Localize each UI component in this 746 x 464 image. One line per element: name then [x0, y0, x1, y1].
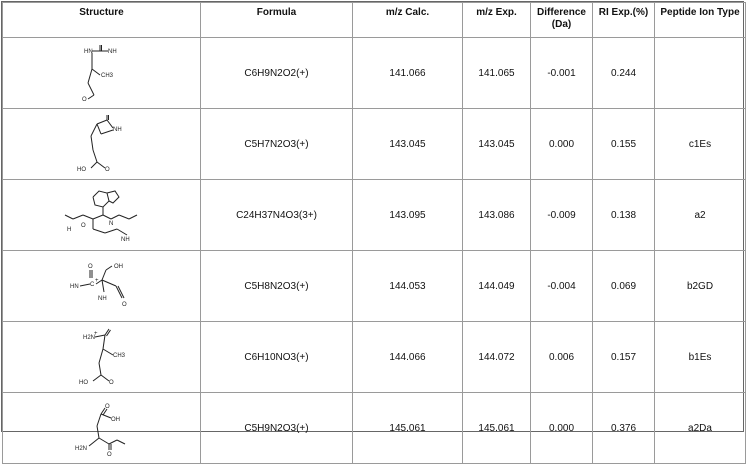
formula-cell: C6H10NO3(+) [201, 322, 353, 393]
mz-exp-cell: 144.049 [463, 251, 531, 322]
svg-text:HO: HO [76, 167, 86, 173]
ri-exp-cell: 0.138 [593, 180, 655, 251]
formula-cell: C24H37N4O3(3+) [201, 180, 353, 251]
svg-text:O: O [106, 452, 112, 458]
ion-type-cell: b2GD [655, 251, 746, 322]
svg-text:N: N [108, 221, 113, 227]
table-row [3, 393, 746, 464]
ion-type-cell: b1Es [655, 322, 746, 393]
difference-cell: 0.000 [531, 393, 593, 464]
table-row [3, 109, 746, 180]
difference-cell: 0.000 [531, 109, 593, 180]
svg-text:H: H [66, 227, 71, 233]
header-mz-calc: m/z Calc. [353, 3, 463, 38]
header-row [3, 3, 746, 38]
structure-cell [3, 38, 201, 109]
structure-cell [3, 180, 201, 251]
table-row [3, 38, 746, 109]
svg-text:+: + [94, 278, 99, 284]
header-ri-exp: RI Exp.(%) [593, 3, 655, 38]
table-row [3, 322, 746, 393]
ion-type-cell: a2Da [655, 393, 746, 464]
svg-text:O: O [80, 223, 86, 229]
svg-text:O: O [121, 302, 127, 308]
header-formula: Formula [201, 3, 353, 38]
svg-text:OH: OH [110, 417, 120, 423]
mz-calc-cell: 143.095 [353, 180, 463, 251]
svg-text:O: O [104, 404, 110, 410]
table-row [3, 251, 746, 322]
mz-exp-cell: 141.065 [463, 38, 531, 109]
structure-cell [3, 393, 201, 464]
structure-cell [3, 109, 201, 180]
ri-exp-cell: 0.069 [593, 251, 655, 322]
header-structure: Structure [3, 3, 201, 38]
mz-calc-cell: 144.066 [353, 322, 463, 393]
difference-cell: -0.001 [531, 38, 593, 109]
difference-cell: -0.004 [531, 251, 593, 322]
svg-text:O: O [104, 167, 110, 173]
svg-text:HN: HN [69, 284, 79, 290]
svg-text:NH: NH [120, 237, 130, 243]
svg-text:NH: NH [97, 296, 107, 302]
molecule-structure-icon [67, 114, 137, 174]
mz-calc-cell: 144.053 [353, 251, 463, 322]
molecule-structure-icon [52, 256, 152, 316]
mz-exp-cell: 143.045 [463, 109, 531, 180]
ion-table-frame [1, 1, 744, 458]
svg-text:H2N: H2N [74, 446, 87, 452]
svg-text:HN: HN [83, 49, 93, 55]
header-difference [531, 3, 593, 38]
ri-exp-cell: 0.376 [593, 393, 655, 464]
ri-exp-cell: 0.157 [593, 322, 655, 393]
mz-exp-cell: 143.086 [463, 180, 531, 251]
ion-type-cell: a2 [655, 180, 746, 251]
formula-cell: C6H9N2O2(+) [201, 38, 353, 109]
svg-text:NH: NH [112, 127, 122, 133]
molecule-structure-icon [67, 327, 137, 387]
molecule-structure-icon [57, 185, 147, 245]
table-row [3, 180, 746, 251]
structure-cell [3, 322, 201, 393]
svg-text:OH: OH [113, 264, 123, 270]
mz-calc-cell: 145.061 [353, 393, 463, 464]
ion-table [2, 2, 746, 464]
svg-text:O: O [108, 380, 114, 386]
formula-cell: C5H9N2O3(+) [201, 393, 353, 464]
difference-cell: -0.009 [531, 180, 593, 251]
mz-calc-cell: 141.066 [353, 38, 463, 109]
ion-type-cell: c1Es [655, 109, 746, 180]
svg-text:C: C [89, 282, 94, 288]
svg-text:NH: NH [107, 49, 117, 55]
difference-cell: 0.006 [531, 322, 593, 393]
formula-cell: C5H8N2O3(+) [201, 251, 353, 322]
molecule-structure-icon [72, 43, 132, 103]
structure-cell [3, 251, 201, 322]
ion-type-cell [655, 38, 746, 109]
svg-text:HO: HO [78, 380, 88, 386]
svg-text:CH3: CH3 [100, 73, 113, 79]
mz-exp-cell: 145.061 [463, 393, 531, 464]
svg-text:CH3: CH3 [112, 353, 125, 359]
header-difference-line1: Difference [537, 7, 586, 18]
formula-cell: C5H7N2O3(+) [201, 109, 353, 180]
mz-calc-cell: 143.045 [353, 109, 463, 180]
svg-text:O: O [87, 264, 93, 270]
ri-exp-cell: 0.155 [593, 109, 655, 180]
ri-exp-cell: 0.244 [593, 38, 655, 109]
svg-text:+: + [93, 331, 98, 337]
svg-text:H2N: H2N [82, 335, 95, 341]
mz-exp-cell: 144.072 [463, 322, 531, 393]
header-peptide-ion-type: Peptide Ion Type [655, 3, 746, 38]
molecule-structure-icon [67, 398, 137, 458]
header-mz-exp: m/z Exp. [463, 3, 531, 38]
svg-text:O: O [81, 97, 87, 103]
header-difference-line2: (Da) [551, 19, 572, 30]
